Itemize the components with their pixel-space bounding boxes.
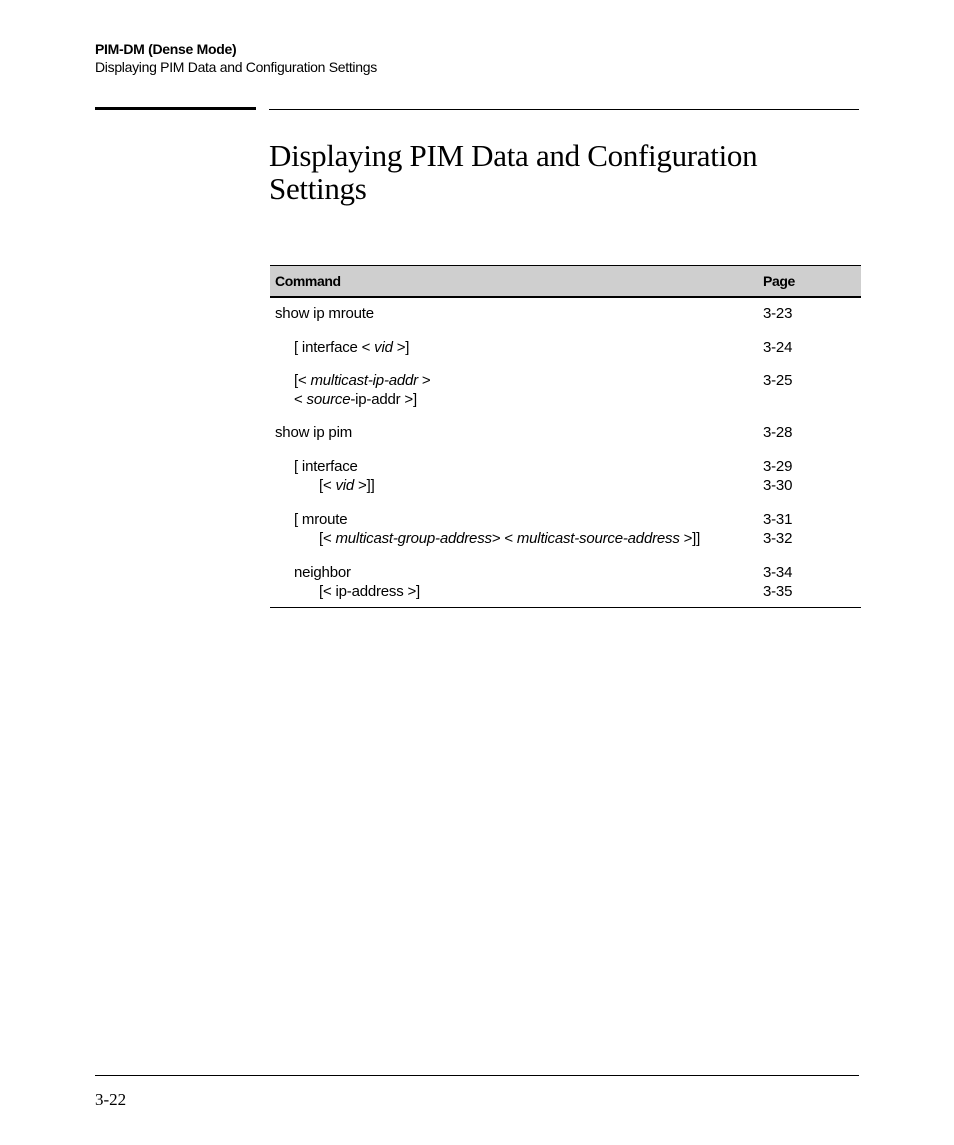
command-cell	[270, 338, 759, 371]
command-text-part: <	[294, 391, 307, 408]
command-text: show ip mroute	[275, 305, 374, 322]
page-cell: 3-23	[763, 305, 793, 322]
command-text	[275, 338, 754, 357]
page-ref: 3-34	[763, 564, 793, 581]
command-text: [ interface	[294, 458, 358, 475]
command-text-part: [ interface <	[294, 339, 375, 356]
command-cell	[270, 510, 759, 563]
command-cell	[270, 423, 759, 457]
footer-rule	[95, 1075, 859, 1076]
command-param: multicast-source-address	[516, 530, 680, 547]
command-param: source	[306, 391, 351, 408]
command-text-part: -ip-addr >]	[350, 391, 417, 408]
table-row	[270, 371, 861, 423]
table-row	[270, 457, 861, 510]
page-ref: 3-35	[763, 583, 793, 600]
command-param: multicast-group-address	[335, 530, 492, 547]
column-header-page: Page	[759, 266, 861, 298]
command-cell	[270, 297, 759, 338]
table-row	[270, 297, 861, 338]
page-ref: 3-30	[763, 477, 793, 494]
page-cell	[759, 510, 861, 563]
page-cell: 3-28	[763, 424, 793, 441]
command-text	[275, 371, 754, 390]
page-title-line1: Displaying PIM Data and Configuration	[269, 138, 758, 173]
command-text	[275, 476, 754, 495]
command-param: vid	[374, 339, 393, 356]
table-header-row	[270, 266, 861, 298]
command-text-part: [<	[319, 530, 336, 547]
command-text-part: >	[417, 372, 431, 389]
command-text-part: >]]	[354, 477, 375, 494]
page-cell: 3-25	[763, 372, 793, 389]
command-cell	[270, 457, 759, 510]
command-cell	[270, 371, 759, 423]
page-ref: 3-32	[763, 530, 793, 547]
command-text-part: [<	[294, 372, 311, 389]
page-title	[269, 139, 859, 205]
running-header-section: Displaying PIM Data and Configuration Settings	[95, 59, 377, 75]
command-text-part: > <	[491, 530, 517, 547]
running-header-chapter: PIM-DM (Dense Mode)	[95, 41, 237, 57]
command-table	[270, 265, 861, 608]
command-param: multicast-ip-addr	[310, 372, 418, 389]
table-row	[270, 563, 861, 608]
table-row	[270, 510, 861, 563]
table-row	[270, 338, 861, 371]
header-rule-thin	[269, 109, 859, 110]
command-text	[275, 529, 754, 548]
command-text-part: >]]	[679, 530, 701, 547]
page-title-line2: Settings	[269, 171, 367, 206]
running-header	[95, 41, 377, 76]
page-cell: 3-24	[763, 339, 793, 356]
page-cell	[759, 457, 861, 510]
page-ref: 3-29	[763, 458, 793, 475]
command-text: [ mroute	[294, 511, 348, 528]
command-text-part: >]	[392, 339, 410, 356]
command-text: [< ip-address >]	[319, 583, 421, 600]
page-ref: 3-31	[763, 511, 793, 528]
command-text: show ip pim	[275, 424, 352, 441]
command-cell	[270, 563, 759, 608]
table-row	[270, 423, 861, 457]
command-param: vid	[335, 477, 355, 494]
command-text: neighbor	[294, 564, 351, 581]
command-text	[275, 390, 754, 409]
column-header-command: Command	[270, 266, 759, 298]
command-text-part: [<	[319, 477, 336, 494]
header-rule-thick	[95, 107, 256, 110]
page-cell	[759, 563, 861, 608]
page-number: 3-22	[95, 1090, 127, 1109]
